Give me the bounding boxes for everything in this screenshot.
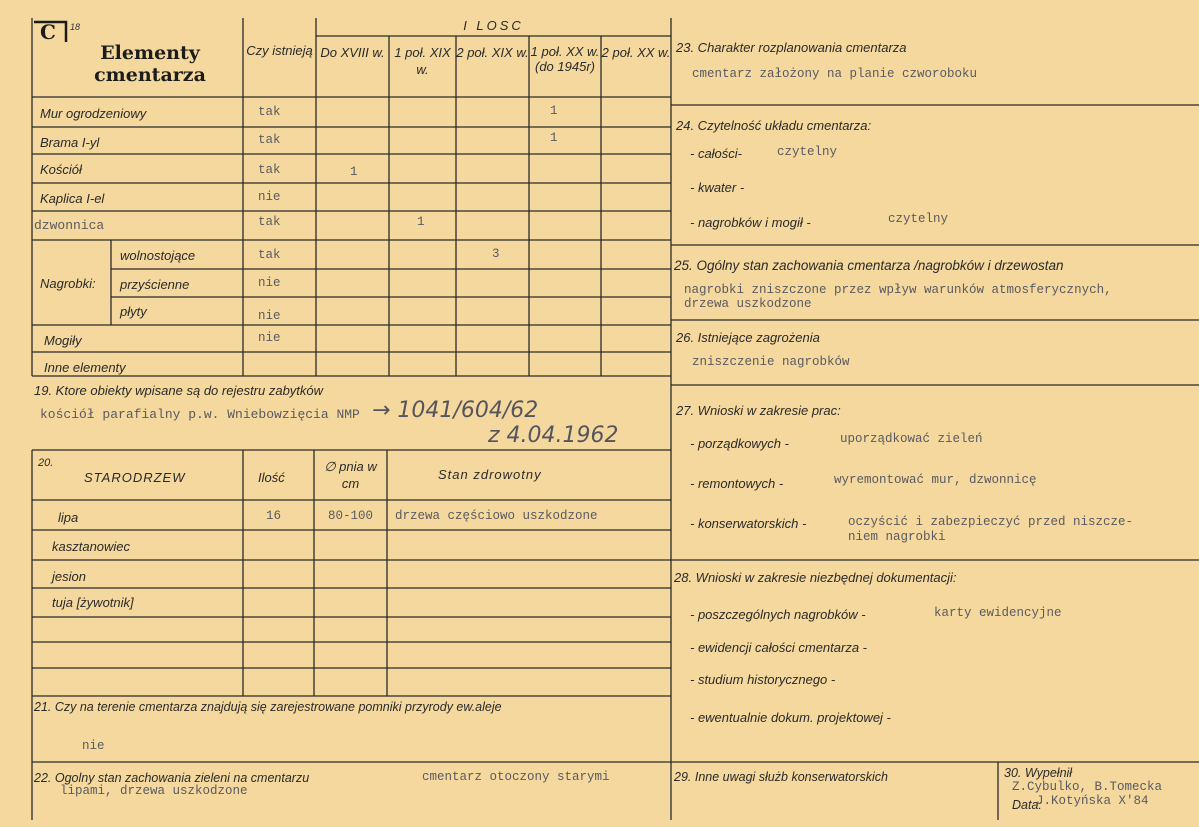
exists-plyty: nie <box>258 309 281 323</box>
s24-kwater: - kwater - <box>690 180 745 195</box>
s19-typed: kościół parafialny p.w. Wniebowzięcia NMP <box>40 407 360 422</box>
s24-calosci: - całości- <box>690 146 743 161</box>
s24-calosci-answer: czytelny <box>777 145 838 159</box>
s27-konserwatorskich: - konserwatorskich - <box>690 516 807 531</box>
s23-label: 23. Charakter rozplanowania cmentarza <box>676 40 907 55</box>
exists-mogily: nie <box>258 331 281 345</box>
row-label-wolnostojace: wolnostojące <box>120 248 196 263</box>
s22-answer-2: lipami, drzewa uszkodzone <box>60 784 248 798</box>
s23-answer: cmentarz założony na planie czworoboku <box>692 67 978 81</box>
row-label-brama: Brama I-yl <box>40 135 100 150</box>
s27-remontowych-answer: wyremontować mur, dzwonnicę <box>834 473 1037 487</box>
s29-label: 29. Inne uwagi służb konserwatorskich <box>674 770 889 784</box>
row-label-mogily: Mogiły <box>44 333 82 348</box>
s20-header-state: Stan zdrowotny <box>438 467 542 482</box>
s24-nagrobkow: - nagrobków i mogił - <box>690 215 811 230</box>
s30-name-1: Z.Cybulko, B.Tomecka <box>1012 780 1163 794</box>
s28-nagrobkow-answer: karty ewidencyjne <box>934 606 1062 620</box>
exists-wolnostojace: tak <box>258 248 281 262</box>
title-line-2: cmentarza <box>94 64 206 86</box>
card-title <box>60 42 240 86</box>
s28-studium: - studium historycznego - <box>690 672 836 687</box>
period-header-2: 2 poł. XIX w. <box>456 45 529 60</box>
s21-answer: nie <box>82 739 105 753</box>
s19-handwritten-date: z 4.04.1962 <box>488 423 619 448</box>
tree-diam-lipa: 80-100 <box>328 509 374 523</box>
period-header-4: 2 poł. XX w. <box>601 45 671 60</box>
s19-label: 19. Ktore obiekty wpisane są do rejestru zabytków <box>34 383 324 398</box>
s27-konserwatorskich-answer-1: oczyścić i zabezpieczyć przed niszcze- <box>848 515 1134 529</box>
s30-name-2: J.Kotyńska X'84 <box>1036 794 1149 808</box>
s24-nagrobkow-answer: czytelny <box>888 212 949 226</box>
period-header-1: 1 poł. XIX w. <box>394 45 451 77</box>
row-label-mur: Mur ogrodzeniowy <box>40 106 147 121</box>
exists-kosciol: tak <box>258 163 281 177</box>
count-mur-xx1: 1 <box>550 104 558 118</box>
s28-label: 28. Wnioski w zakresie niezbędnej dokumentacji: <box>674 570 957 585</box>
s30-label: 30. Wypełnił <box>1004 766 1073 780</box>
s24-label: 24. Czytelność układu cmentarza: <box>676 118 872 133</box>
period-header-0: Do XVIII w. <box>320 45 385 60</box>
s27-porzadkowych-answer: uporządkować zieleń <box>840 432 983 446</box>
row-label-dzwonnica: dzwonnica <box>34 218 105 233</box>
s25-answer-2: drzewa uszkodzone <box>684 297 812 311</box>
nagrobki-label: Nagrobki: <box>40 276 96 291</box>
s28-nagrobkow: - poszczególnych nagrobków - <box>690 607 866 622</box>
exists-brama: tak <box>258 133 281 147</box>
header-czy-istnieja: Czy istnieją <box>246 43 313 58</box>
s21-label: 21. Czy na terenie cmentarza znajdują się zarejestrowane pomniki przyrody ew.aleje <box>34 700 502 714</box>
count-dzwonnica-xix1: 1 <box>417 215 425 229</box>
s25-label: 25. Ogólny stan zachowania cmentarza /nagrobków i drzewostan <box>674 258 1064 273</box>
row-label-kosciol: Kościół <box>40 162 82 177</box>
tree-name-tuja: tuja [żywotnik] <box>52 595 134 610</box>
card-letter: C <box>40 20 56 44</box>
s28-ewidencji: - ewidencji całości cmentarza - <box>690 640 868 655</box>
tree-name-lipa: lipa <box>58 510 79 525</box>
s26-answer: zniszczenie nagrobków <box>692 355 850 369</box>
period-header-3: 1 poł. XX w. (do 1945r) <box>530 44 600 74</box>
card-letter-sup: 18 <box>70 22 81 32</box>
s20-num: 20. <box>38 457 54 469</box>
header-ilosc: I LOSC <box>463 18 524 33</box>
s22-answer-1: cmentarz otoczony starymi <box>422 770 610 784</box>
s20-header-count: Ilość <box>258 470 285 485</box>
tree-name-jesion: jesion <box>52 569 86 584</box>
s20-header-name: STARODRZEW <box>84 470 186 485</box>
s28-projektowej: - ewentualnie dokum. projektowej - <box>690 710 891 725</box>
s27-konserwatorskich-answer-2: niem nagrobki <box>848 530 946 544</box>
s22-label: 22. Ogolny stan zachowania zieleni na cmentarzu <box>34 771 310 785</box>
s27-porzadkowych: - porządkowych - <box>690 436 789 451</box>
row-label-inne: Inne elementy <box>44 360 126 375</box>
exists-przyscienne: nie <box>258 276 281 290</box>
s25-answer-1: nagrobki zniszczone przez wpływ warunków atmosferycznych, <box>684 283 1112 297</box>
row-label-plyty: płyty <box>120 304 147 319</box>
s27-remontowych: - remontowych - <box>690 476 784 491</box>
s19-handwritten-number: → 1041/604/62 <box>372 398 539 423</box>
tree-state-lipa: drzewa częściowo uszkodzone <box>395 509 598 523</box>
count-brama-xx1: 1 <box>550 131 558 145</box>
tree-count-lipa: 16 <box>266 509 282 523</box>
s20-header-diam: ∅ pnia w cm <box>324 459 377 491</box>
s30-data-label: Data: <box>1012 798 1042 812</box>
tree-name-kasztanowiec: kasztanowiec <box>52 539 131 554</box>
exists-mur: tak <box>258 105 281 119</box>
row-label-przyscienne: przyścienne <box>120 277 190 292</box>
title-line-1: Elementy <box>100 42 200 64</box>
exists-kaplica: nie <box>258 190 281 204</box>
count-wolnostojace-xix2: 3 <box>492 247 500 261</box>
s27-label: 27. Wnioski w zakresie prac: <box>676 403 841 418</box>
count-kosciol-xviii: 1 <box>350 165 358 179</box>
exists-dzwonnica: tak <box>258 215 281 229</box>
s26-label: 26. Istniejące zagrożenia <box>676 330 820 345</box>
row-label-kaplica: Kaplica I-el <box>40 191 105 206</box>
